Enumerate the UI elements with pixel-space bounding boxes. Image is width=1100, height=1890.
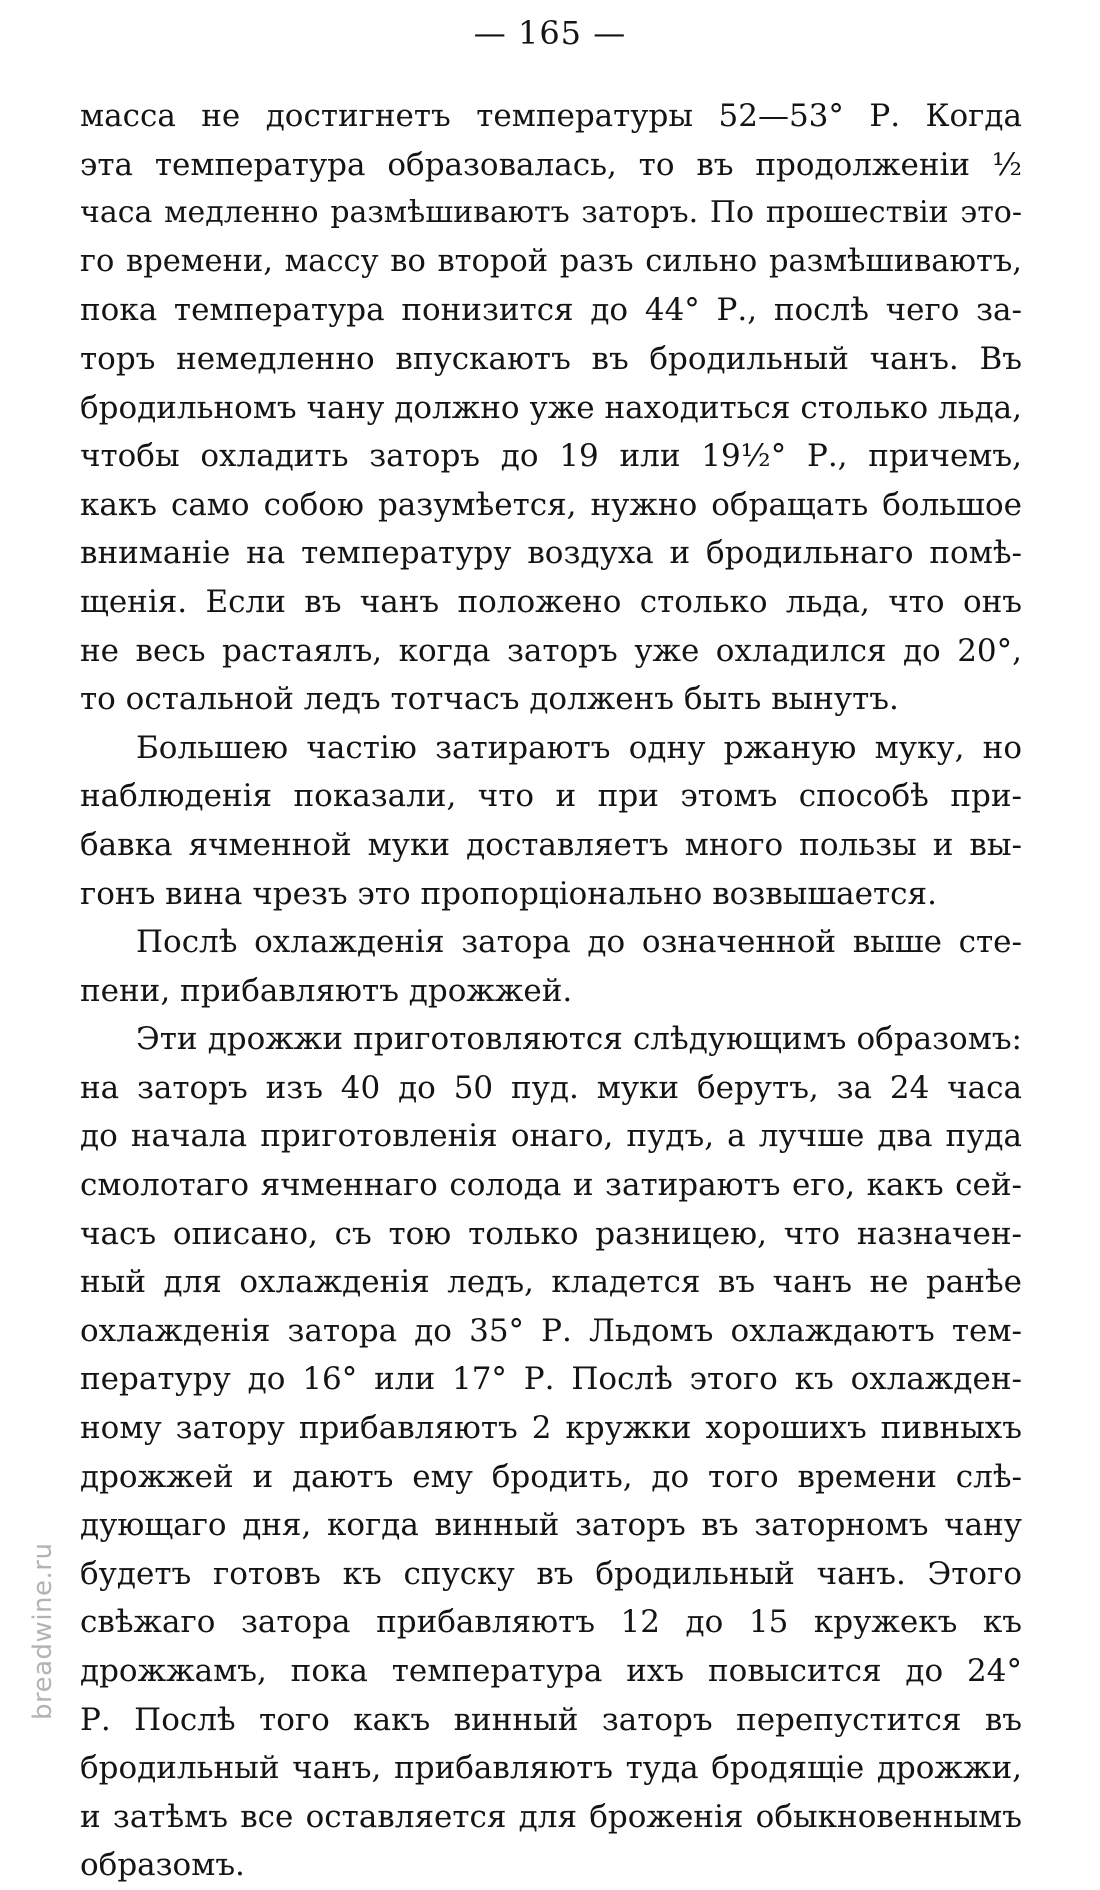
text-line: гонъ вина чрезъ это пропорціонально возвышается. (80, 875, 937, 912)
text-line: и затѣмъ все оставляется для броженія обыкновеннымъ (80, 1798, 1022, 1835)
text-line: пока температура понизится до 44° Р., послѣ чего за- (80, 292, 1022, 329)
text-line: ному затору прибавляютъ 2 кружки хорошихъ пивныхъ (80, 1410, 1022, 1447)
text-line: эта температура образовалась, то въ продолженіи ½ (80, 146, 1022, 183)
text-line: Эти дрожжи приготовляются слѣдующимъ образомъ: (136, 1021, 1022, 1058)
text-line: чтобы охладить заторъ до 19 или 19½° Р., причемъ, (80, 438, 1022, 475)
text-line: вниманіе на температуру воздуха и бродильнаго помѣ- (80, 535, 1022, 572)
text-line: на заторъ изъ 40 до 50 пуд. муки берутъ, за 24 часа (80, 1069, 1022, 1106)
text-line: дующаго дня, когда винный заторъ въ заторномъ чану (80, 1507, 1022, 1544)
text-line: Послѣ охлажденія затора до означенной выше сте- (136, 924, 1022, 961)
text-line: охлажденія затора до 35° Р. Льдомъ охлаждаютъ тем- (80, 1312, 1022, 1349)
text-line: бродильномъ чану должно уже находиться столько льда, (80, 389, 1022, 426)
text-line: торъ немедленно впускаютъ въ бродильный чанъ. Въ (80, 340, 1022, 377)
text-line: Большею частію затираютъ одну ржаную муку, но (136, 729, 1022, 766)
text-line: Р. Послѣ того какъ винный заторъ перепустится въ (80, 1701, 1022, 1738)
text-line: пени, прибавляютъ дрожжей. (80, 972, 573, 1009)
text-line: то остальной ледъ тотчасъ долженъ быть вынутъ. (80, 681, 899, 718)
text-line: часа медленно размѣшиваютъ заторъ. По прошествіи это- (80, 195, 1022, 231)
site-watermark (8, 1490, 58, 1720)
text-line: бродильный чанъ, прибавляютъ туда бродящіе дрожжи, (80, 1750, 1022, 1787)
watermark-text: breadwine.ru (28, 1542, 58, 1720)
text-line: дрожжамъ, пока температура ихъ повысится до 24° (80, 1653, 1022, 1689)
text-line: не весь растаялъ, когда заторъ уже охладился до 20°, (80, 632, 1022, 669)
text-line: бавка ячменной муки доставляетъ много пользы и вы- (80, 826, 1022, 863)
text-line: будетъ готовъ къ спуску въ бродильный чанъ. Этого (80, 1555, 1022, 1592)
text-line: ный для охлажденія ледъ, кладется въ чанъ не ранѣе (80, 1264, 1022, 1301)
text-line: го времени, массу во второй разъ сильно размѣшиваютъ, (80, 243, 1022, 279)
text-line: какъ само собою разумѣется, нужно обращать большое (80, 486, 1022, 523)
text-line: наблюденія показали, что и при этомъ способѣ при- (80, 778, 1022, 815)
text-line: часъ описано, съ тою только разницею, что назначен- (80, 1215, 1022, 1252)
text-line: пературу до 16° или 17° Р. Послѣ этого къ охлажден- (80, 1361, 1022, 1398)
page-number: — 165 — (473, 14, 627, 52)
text-line: дрожжей и даютъ ему бродить, до того времени слѣ- (80, 1458, 1022, 1495)
text-line: образомъ. (80, 1847, 245, 1884)
text-line: свѣжаго затора прибавляютъ 12 до 15 кружекъ къ (80, 1604, 1022, 1641)
text-line: смолотаго ячменнаго солода и затираютъ его, какъ сей- (80, 1167, 1022, 1204)
text-line: до начала приготовленія онаго, пудъ, а лучше два пуда (80, 1118, 1022, 1155)
text-line: масса не достигнетъ температуры 52—53° Р. Когда (80, 98, 1022, 134)
text-line: щенія. Если въ чанъ положено столько льда, что онъ (80, 583, 1022, 620)
body-text (80, 92, 1022, 1890)
